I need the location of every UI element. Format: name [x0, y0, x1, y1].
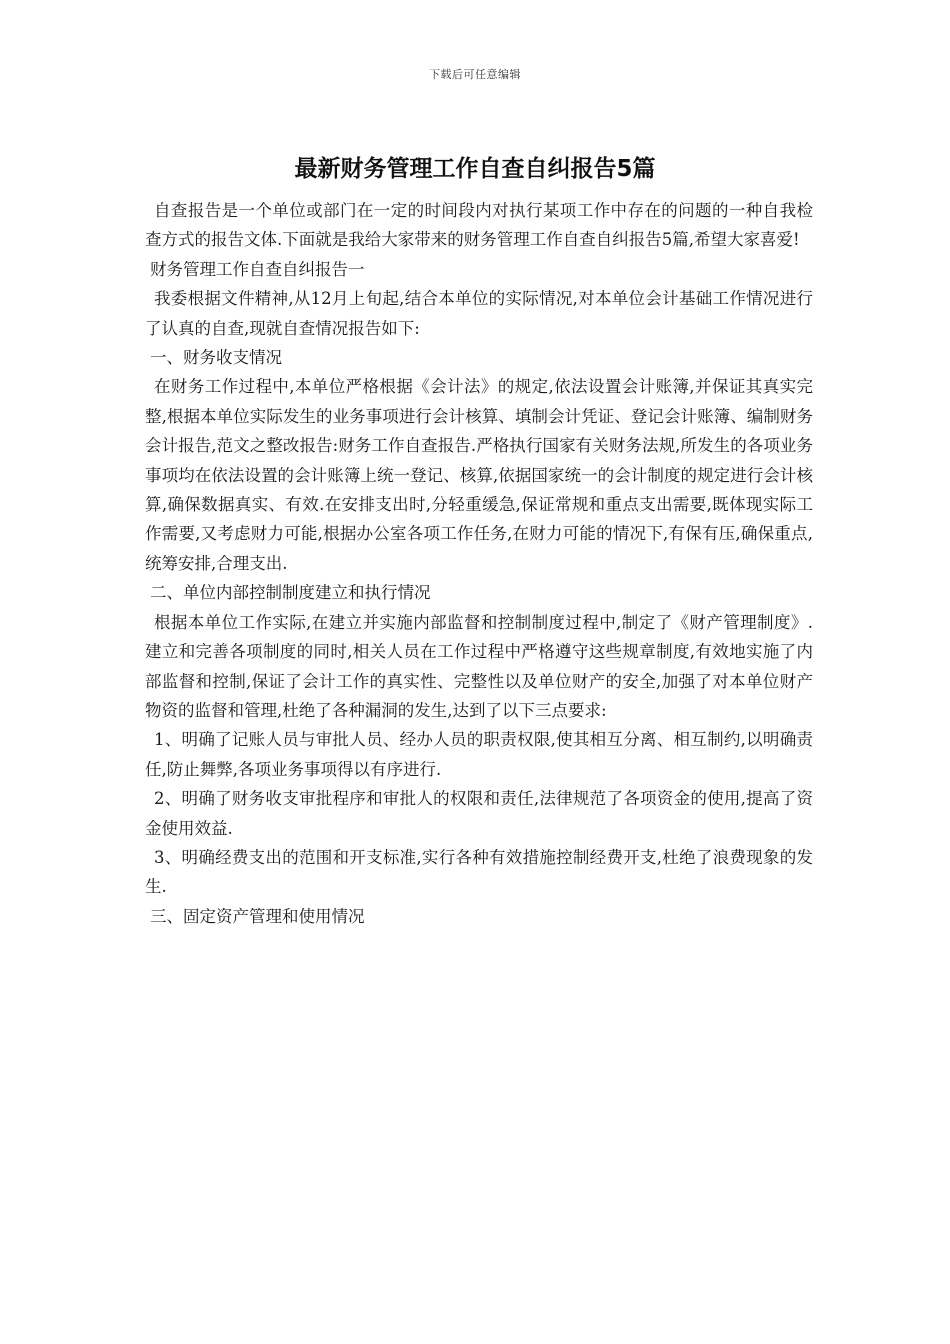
- document-body: [145, 196, 813, 931]
- document-title: 最新财务管理工作自查自纠报告5篇: [294, 156, 656, 182]
- section-heading-report-one: 财务管理工作自查自纠报告一: [150, 259, 365, 279]
- header-note: 下载后可任意编辑: [429, 68, 521, 81]
- list-item: 1、明确了记账人员与审批人员、经办人员的职责权限,使其相互分离、相互制约,以明确责任,防止舞弊,各项业务事项得以有序进行.: [145, 730, 813, 779]
- body-paragraph: 根据本单位工作实际,在建立并实施内部监督和控制制度过程中,制定了《财产管理制度》.建立和完善各项制度的同时,相关人员在工作过程中严格遵守这些规章制度,有效地实施了内部监督和控制,保证了会计工作的真实性、完整性以及单位财产的安全,加强了对本单位财产物资的监督和管理,杜绝了各种漏洞的发生,达到了以下三点要求:: [145, 612, 813, 720]
- section-heading-internal-control: 二、单位内部控制制度建立和执行情况: [150, 583, 431, 603]
- list-item: 2、明确了财务收支审批程序和审批人的权限和责任,法律规范了各项资金的使用,提高了资金使用效益.: [145, 789, 813, 838]
- section-heading-fixed-assets: 三、固定资产管理和使用情况: [150, 906, 365, 926]
- intro-paragraph: 自查报告是一个单位或部门在一定的时间段内对执行某项工作中存在的问题的一种自我检查方式的报告文体.下面就是我给大家带来的财务管理工作自查自纠报告5篇,希望大家喜爱!: [145, 201, 813, 250]
- body-paragraph: 在财务工作过程中,本单位严格根据《会计法》的规定,依法设置会计账簿,并保证其真实完整,根据本单位实际发生的业务事项进行会计核算、填制会计凭证、登记会计账簿、编制财务会计报告,范文之整改报告:财务工作自查报告.严格执行国家有关财务法规,所发生的各项业务事项均在依法设置的会计账簿上统一登记、核算,依据国家统一的会计制度的规定进行会计核算,确保数据真实、有效.在安排支出时,分轻重缓急,保证常规和重点支出需要,既体现实际工作需要,又考虑财力可能,根据办公室各项工作任务,在财力可能的情况下,有保有压,确保重点,统筹安排,合理支出.: [145, 377, 813, 573]
- section-heading-finance-income-expense: 一、财务收支情况: [150, 348, 282, 368]
- list-item: 3、明确经费支出的范围和开支标准,实行各种有效措施控制经费开支,杜绝了浪费现象的发生.: [145, 847, 813, 897]
- body-paragraph: 我委根据文件精神,从12月上旬起,结合本单位的实际情况,对本单位会计基础工作情况进行了认真的自查,现就自查情况报告如下:: [145, 289, 813, 338]
